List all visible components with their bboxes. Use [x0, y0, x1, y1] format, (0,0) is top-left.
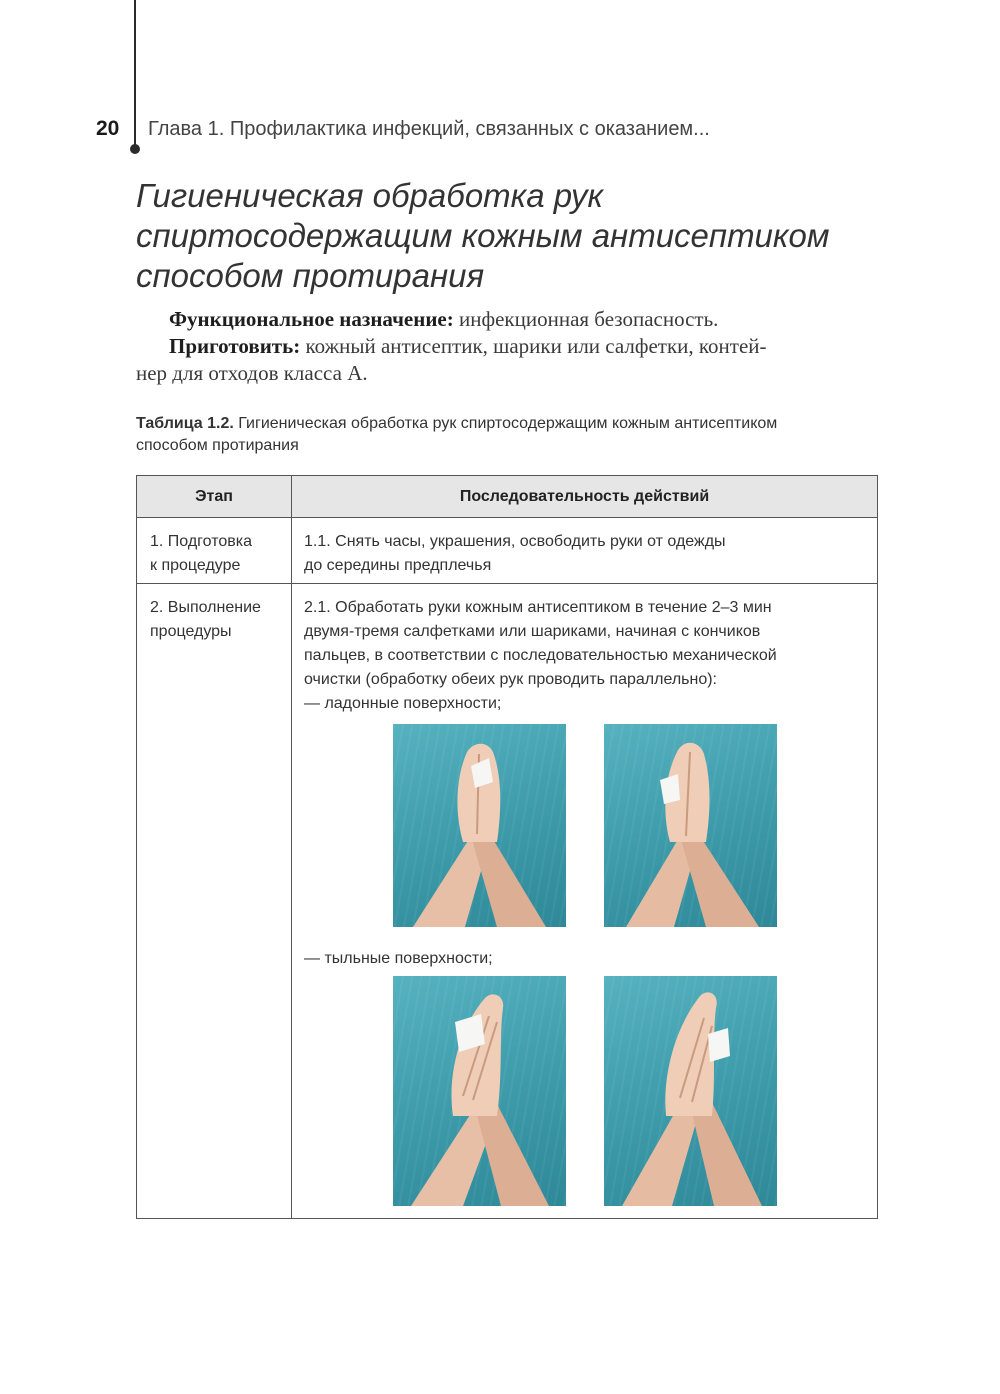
- prepare-paragraph: [136, 333, 882, 387]
- back-of-hand-rub-photo: [393, 976, 566, 1206]
- purpose-paragraph: [136, 306, 882, 333]
- action-text: двумя-тремя салфетками или шариками, начиная с кончиков: [304, 623, 761, 640]
- stage-text: 2. Выполнение: [150, 599, 261, 616]
- section-title-line: Гигиеническая обработка рук: [136, 177, 604, 214]
- margin-rule: [134, 0, 136, 150]
- action-cell: [304, 530, 726, 578]
- section-title-line: спиртосодержащим кожным антисептиком: [136, 217, 830, 254]
- palm-rub-photo: [393, 724, 566, 927]
- purpose-label: Функциональное назначение:: [169, 307, 454, 331]
- action-text: — ладонные поверхности;: [304, 695, 502, 712]
- stage-cell: [150, 596, 261, 644]
- action-text: 1.1. Снять часы, украшения, освободить руки от одежды: [304, 533, 726, 550]
- table-caption-label: Таблица 1.2.: [136, 415, 234, 432]
- section-title: [136, 176, 936, 296]
- running-head: Глава 1. Профилактика инфекций, связанных с оказанием...: [148, 118, 710, 140]
- prepare-text: кожный антисептик, шарики или салфетки, контей-: [300, 334, 767, 358]
- action-sub-step: — тыльные поверхности;: [304, 950, 493, 967]
- action-text: до середины предплечья: [304, 557, 492, 574]
- action-text: пальцев, в соответствии с последовательностью механической: [304, 647, 777, 664]
- section-title-line: способом протирания: [136, 257, 485, 294]
- table-caption: [136, 413, 880, 457]
- stage-text: к процедуре: [150, 557, 241, 574]
- action-cell: [304, 596, 777, 716]
- stage-cell: [150, 530, 252, 578]
- stage-text: процедуры: [150, 623, 232, 640]
- purpose-text: инфекционная безопасность.: [453, 307, 719, 331]
- palm-rub-photo: [604, 724, 777, 927]
- table-caption-text: Гигиеническая обработка рук спиртосодержащим кожным антисептиком: [233, 415, 778, 432]
- prepare-label: Приготовить:: [169, 334, 301, 358]
- table-caption-text-continued: способом протирания: [136, 437, 299, 454]
- page-number: 20: [96, 117, 120, 140]
- procedure-table: [136, 475, 878, 1219]
- row-divider: [137, 583, 877, 584]
- action-text: 2.1. Обработать руки кожным антисептиком в течение 2–3 мин: [304, 599, 772, 616]
- action-text: очистки (обработку обеих рук проводить параллельно):: [304, 671, 717, 688]
- stage-text: 1. Подготовка: [150, 533, 252, 550]
- prepare-text-continued: нер для отходов класса А.: [136, 361, 368, 385]
- back-of-hand-rub-photo: [604, 976, 777, 1206]
- margin-rule-dot: [130, 144, 140, 154]
- column-header-stage: Этап: [137, 476, 292, 518]
- column-divider: [291, 518, 292, 1218]
- column-header-actions: Последовательность действий: [292, 476, 877, 518]
